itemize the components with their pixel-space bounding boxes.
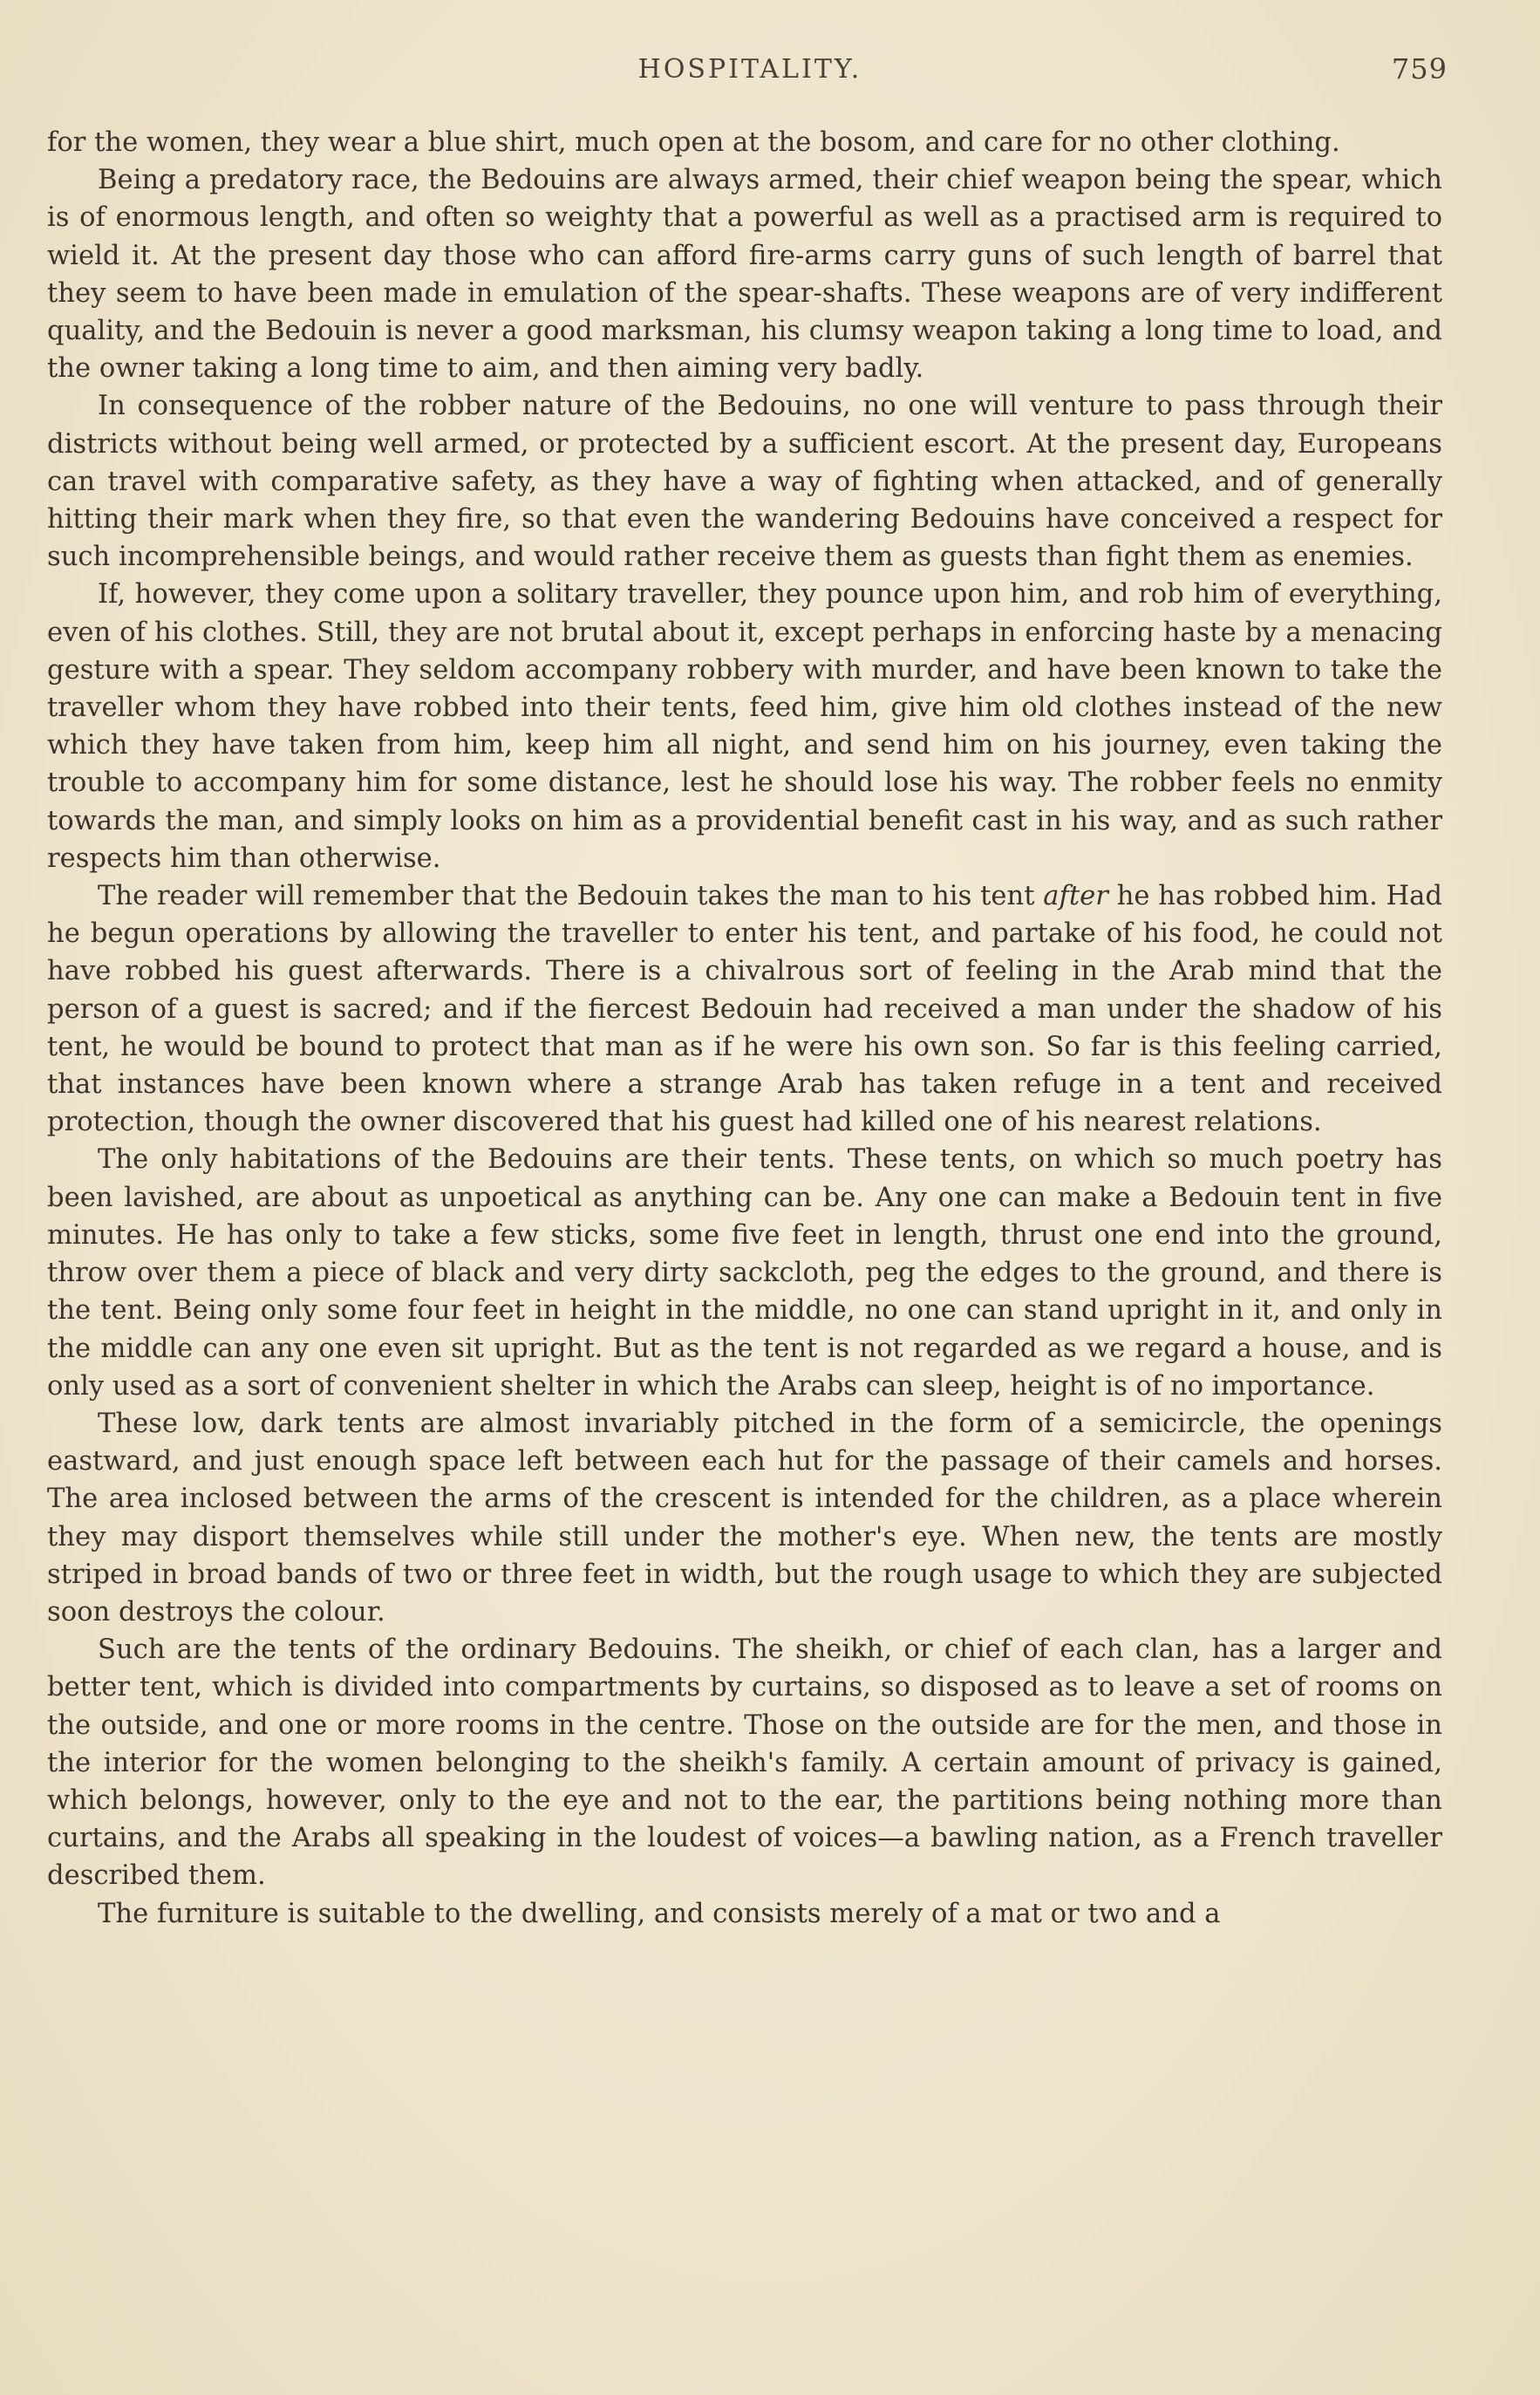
paragraph: Such are the tents of the ordinary Bedouins. The sheikh, or chief of each clan, has a larger and better tent, which is divided into compartments by curtains, so disposed as to leave a set of rooms on the outside, and one or more rooms in the centre. Those on the outside are for the men, and those in the interior for the women belonging to the sheikh's family. A certain amount of privacy is gained, which belongs, however, only to the eye and not to the ear, the partitions being nothing more than curtains, and the Arabs all speaking in the loudest of voices—a bawling nation, as a French traveller described them. (47, 1634, 1442, 1892)
paragraph-text: he has robbed him. Had he begun operations by allowing the traveller to enter his tent, and partake of his food, he could not have robbed his guest afterwards. There is a chivalrous sort of feeling in the Arab mind that the person of a guest is sacred; and if the fiercest Bedouin had received a man under the shadow of his tent, he would be bound to protect that man as if he were his own son. So far is this feeling carried, that instances have been known where a strange Arab has taken refuge in a tent and received protection, though the owner discovered that his guest had killed one of his nearest relations. (47, 881, 1442, 1138)
paragraph: If, however, they come upon a solitary traveller, they pounce upon him, and rob him of everything, even of his clothes. Still, they are not brutal about it, except perhaps in enforcing haste by a menacing gesture with a spear. They seldom accompany robbery with murder, and have been known to take the traveller whom they have robbed into their tents, feed him, give him old clothes instead of the new which they have taken from him, keep him all night, and send him on his journey, even taking the trouble to accompany him for some distance, lest he should lose his way. The robber feels no enmity towards the man, and simply looks on him as a providential benefit cast in his way, and as such rather respects him than otherwise. (47, 579, 1442, 874)
body-text (47, 124, 1442, 1933)
page-number: 759 (1391, 52, 1448, 85)
emphasized-word: after (1043, 881, 1108, 912)
page-title: HOSPITALITY. (637, 54, 862, 85)
paragraph: The furniture is suitable to the dwelling, and consists merely of a mat or two and a (98, 1898, 1221, 1929)
running-head (52, 51, 1448, 92)
paragraph: The only habitations of the Bedouins are their tents. These tents, on which so much poetry has been lavished, are about as unpoetical as anything can be. Any one can make a Bedouin tent in five minutes. He has only to take a few sticks, some five feet in length, thrust one end into the ground, throw over them a piece of black and very dirty sackcloth, peg the edges to the ground, and there is the tent. Being only some four feet in height in the middle, no one can stand upright in it, and only in the middle can any one even sit upright. But as the tent is not regarded as we regard a house, and is only used as a sort of convenient shelter in which the Arabs can sleep, height is of no importance. (47, 1144, 1442, 1402)
paragraph: In consequence of the robber nature of the Bedouins, no one will venture to pass through their districts without being well armed, or protected by a sufficient escort. At the present day, Europeans can travel with comparative safety, as they have a way of fighting when attacked, and of generally hitting their mark when they fire, so that even the wandering Bedouins have conceived a respect for such incomprehensible beings, and would rather receive them as guests than fight them as enemies. (47, 391, 1442, 573)
paragraph-text: The reader will remember that the Bedouin takes the man to his tent (98, 881, 1044, 912)
paragraph: Being a predatory race, the Bedouins are always armed, their chief weapon being the spear, which is of enormous length, and often so weighty that a powerful as well as a practised arm is required to wield it. At the present day those who can afford fire-arms carry guns of such length of barrel that they seem to have been made in emulation of the spear-shafts. These weapons are of very indifferent quality, and the Bedouin is never a good marksman, his clumsy weapon taking a long time to load, and the owner taking a long time to aim, and then aiming very badly. (47, 165, 1442, 385)
paragraph: These low, dark tents are almost invariably pitched in the form of a semicircle, the openings eastward, and just enough space left between each hut for the passage of their camels and horses. The area inclosed between the arms of the crescent is intended for the children, as a place wherein they may disport themselves while still under the mother's eye. When new, the tents are mostly striped in broad bands of two or three feet in width, but the rough usage to which they are subjected soon destroys the colour. (47, 1408, 1442, 1627)
paragraph: for the women, they wear a blue shirt, much open at the bosom, and care for no other clothing. (47, 127, 1340, 158)
paragraph (47, 877, 1442, 1141)
